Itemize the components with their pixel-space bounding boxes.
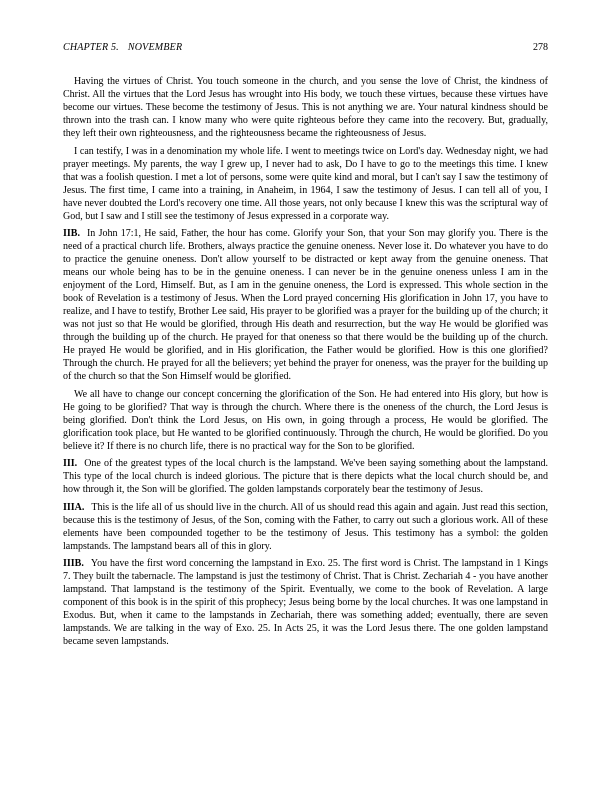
paragraph-change-concept (63, 388, 548, 453)
paragraph-having-virtues (63, 75, 548, 140)
paragraph-text: You have the first word concerning the lampstand in Exo. 25. The first word is Christ. The lampstand in 1 Kings 7. They built the tabernacle. The lampstand is just the testimony of Christ. That is Christ. Zechariah 4 - you have another lampstand. That lampstand is the testimony of the Spirit. Eventually, we come to the book of Revelation. A large component of this book is in the spirit of this prophecy; Jesus being borne by the local churches. It was one lampstand in Exodus. But, when it came to the lampstands in Zechariah, there was something added; eventually, there are seven lampstands. We are talking in the way of Exo. 25. In Acts 25, it was the Lord Jesus there. The one golden lampstand became seven lampstands. (63, 558, 548, 647)
paragraph-text: Having the virtues of Christ. You touch someone in the church, and you sense the love of Christ, the kindness of Christ. All the virtues that the Lord Jesus has wrought into His body, we touch these virtues, because these virtues have become our virtues. These become the testimony of Jesus. This is not anything we are. Your natural kindness should be thrown into the trash can. I know many who were quite righteous before they came into the recovery. But, gradually, they left their own righteousness, and the righteousness became the righteousness of Jesus. (63, 76, 548, 139)
paragraph-iiib (63, 557, 548, 648)
paragraph-label: IIIA. (63, 501, 85, 513)
paragraph-text: I can testify, I was in a denomination my whole life. I went to meetings twice on Lord's day. Wednesday night, we had prayer meetings. My parents, the way I grew up, I never had to ask, Do I have to go to the meetings this time. I knew that was a foolish question. I met a lot of persons, some were quite kind and moral, but I can't say I saw the testimony of Jesus. The first time, I came into a training, in Anaheim, in 1964, I saw the testimony of Jesus. I can tell all of you, I have never doubted the Lord's recovery one time. All those years, not only because I knew this was the scriptural way of God, but I saw and I still see the testimony of Jesus expressed in a corporate way. (63, 145, 548, 222)
paragraph-text: We all have to change our concept concerning the glorification of the Son. He had entered into His glory, but how is He going to be glorified? That way is through the church. Where there is the oneness of the church, the Lord Jesus is being glorified. Don't think the Lord Jesus, on His own, in going through a process, He would be glorified. The glorification took place, but He wanted to be glorified continuously. Through the church, He would be glorified. Do you believe it? If there is no church life, there is no practical way for the Son to be glorified. (63, 388, 548, 452)
paragraph-testify (63, 145, 548, 223)
paragraph-label: IIIB. (63, 558, 84, 569)
page-body (63, 75, 548, 648)
paragraph-label: IIB. (63, 228, 80, 239)
month-label: NOVEMBER (127, 42, 183, 53)
paragraph-iiia (63, 501, 548, 553)
paragraph-label: III. (63, 458, 78, 469)
paragraph-iib (63, 227, 548, 383)
page-header (63, 42, 548, 54)
paragraph-iii (63, 457, 548, 496)
paragraph-text: In John 17:1, He said, Father, the hour has come. Glorify your Son, that your Son may glorify you. There is the need of a practical church life. Brothers, always practice the genuine oneness. Never lose it. Do whatever you have to do to practice the genuine oneness. Don't allow yourself to be distracted or kept away from the genuine oneness. That means our whole being has to be in the genuine oneness. I can never be in the genuine oneness unless I am in the enjoyment of the Lord, Himself. But, as I am in the genuine oneness, the Lord is expressed. This whole section in the book of Revelation is a testimony of Jesus. When the Lord prayed concerning His glorification in John 17, you have to realize, and I have to testify, Brother Lee said, His prayer to be glorified was a prayer for the building up of the church; it was not just so that He would be glorified, through His death and resurrection, but the way He would be glorified was through the building up of the church. He prayed for that oneness so that there would be the building up of the church. He prayed He would be glorified, and in His glorification, the Father would be glorified. How is this one glorified? Through the church. He prayed for all the believers; yet behind the prayer for oneness, was the prayer for the building up of the church so that the Son Himself would be glorified. (63, 228, 548, 382)
chapter-label: CHAPTER 5. (63, 42, 119, 53)
running-head (63, 42, 182, 54)
paragraph-text: One of the greatest types of the local church is the lampstand. We've been saying something about the lampstand. This type of the local church is indeed glorious. The picture that is there depicts what the local church should be, and how through it, the Son will be glorified. The golden lampstands corporately bear the testimony of Jesus. (63, 458, 548, 495)
page-number: 278 (533, 42, 548, 53)
paragraph-text: This is the life all of us should live in the church. All of us should read this again and again. Just read this section, because this is the testimony of Jesus, of the Son, coming with the Father, to carry out such a glorious work. All of these elements have been compounded together to be the testimony of Jesus. This testimony has a symbol: the golden lampstands. The lampstand bears all of this in glory. (63, 501, 548, 552)
